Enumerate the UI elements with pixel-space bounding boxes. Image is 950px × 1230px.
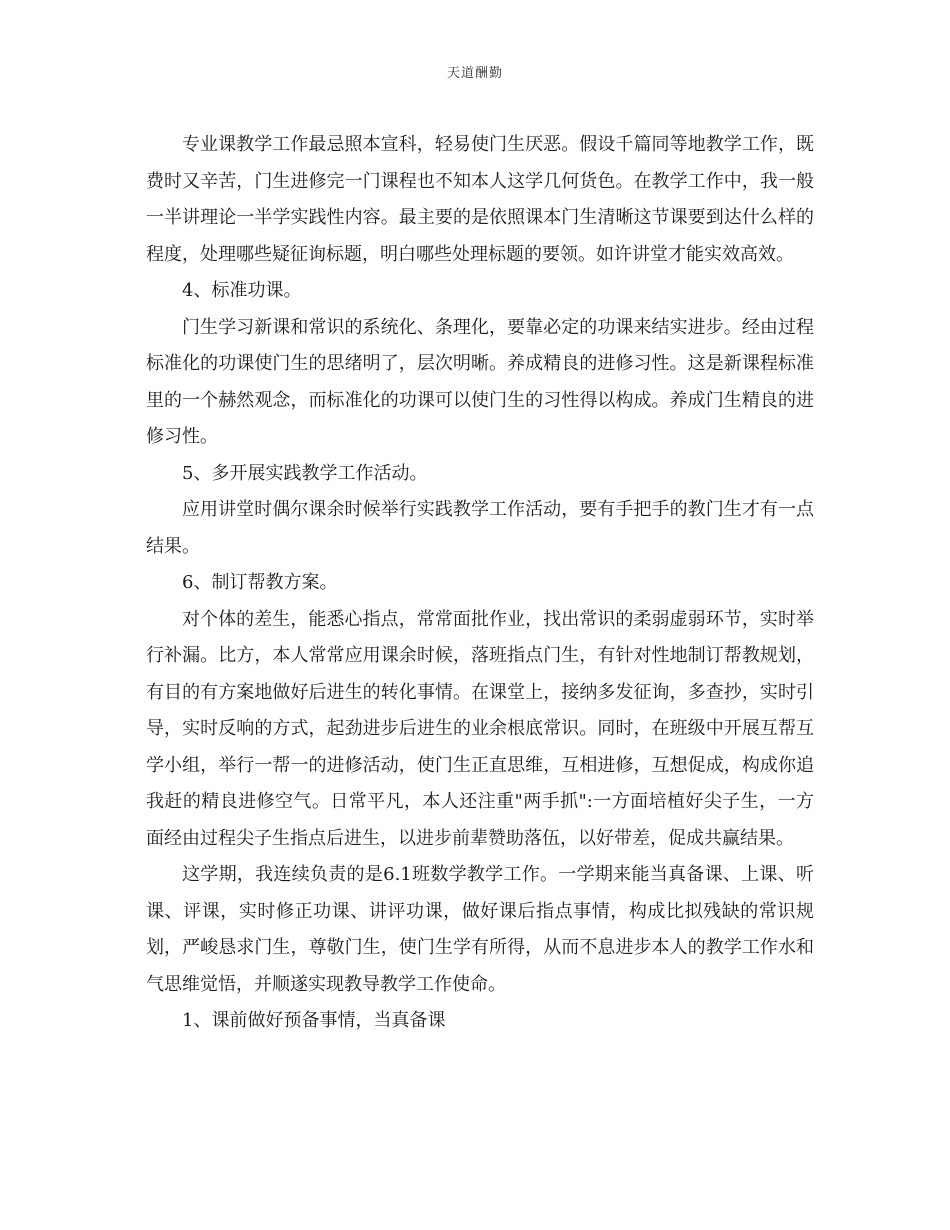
paragraph-standard-homework: 门生学习新课和常识的系统化、条理化，要靠必定的功课来结实进步。经由过程标准化的功课使门生的思绪明了，层次明晰。养成精良的进修习性。这是新课程标准里的一个赫然观念，而标准化的功课可以使门生的习性得以构成。养成门生精良的进修习性。 xyxy=(146,316,814,447)
heading-practice-activities: 5、多开展实践教学工作活动。 xyxy=(182,462,428,484)
page-header: 天道酬勤 xyxy=(446,66,503,81)
document-body xyxy=(146,127,814,1040)
paragraph-semester-summary: 这学期，我连续负责的是6.1班数学教学工作。一学期来能当真备课、上课、听课、评课，实时修正功课、讲评功课，做好课后指点事情，构成比拟残缺的常识规划，严峻恳求门生，尊敬门生，使门生学有所得，从而不息进步本人的教学工作水和气思维觉悟，并顺遂实现教导教学工作使命。 xyxy=(146,864,814,995)
heading-tutoring-plan: 6、制订帮教方案。 xyxy=(182,572,338,593)
paragraph-teaching-method: 专业课教学工作最忌照本宣科，轻易使门生厌恶。假设千篇同等地教学工作，既费时又辛苦，门生进修完一门课程也不知本人这学几何货色。在教学工作中，我一般一半讲理论一半学实践性内容。最主要的是依照课本门生清晰这节课要到达什么样的程度，处理哪些疑征询标题，明白哪些处理标题的要领。如许讲堂才能实效高效。 xyxy=(146,134,814,265)
paragraph-tutoring-plan: 对个体的差生，能悉心指点，常常面批作业，找出常识的柔弱虚弱环节，实时举行补漏。比方，本人常常应用课余时候，落班指点门生，有针对性地制订帮教规划，有目的有方案地做好后进生的转化事情。在课堂上，接纳多发征询，多查抄，实时引导，实时反响的方式，起劲进步后进生的业余根底常识。同时，在班级中开展互帮互学小组，举行一帮一的进修活动，使门生正直思维，互相进修，互想促成，构成你追我赶的精良进修空气。日常平凡，本人还注重"两手抓":一方面培植好尖子生，一方面经由过程尖子生指点后进生，以进步前辈赞助落伍，以好带差，促成共赢结果。 xyxy=(146,608,814,849)
paragraph-practice-activities: 应用讲堂时偶尔课余时候举行实践教学工作活动，要有手把手的教门生才有一点结果。 xyxy=(146,499,814,557)
heading-standard-homework: 4、标准功课。 xyxy=(182,280,302,301)
heading-lesson-preparation: 1、课前做好预备事情，当真备课 xyxy=(182,1010,446,1031)
